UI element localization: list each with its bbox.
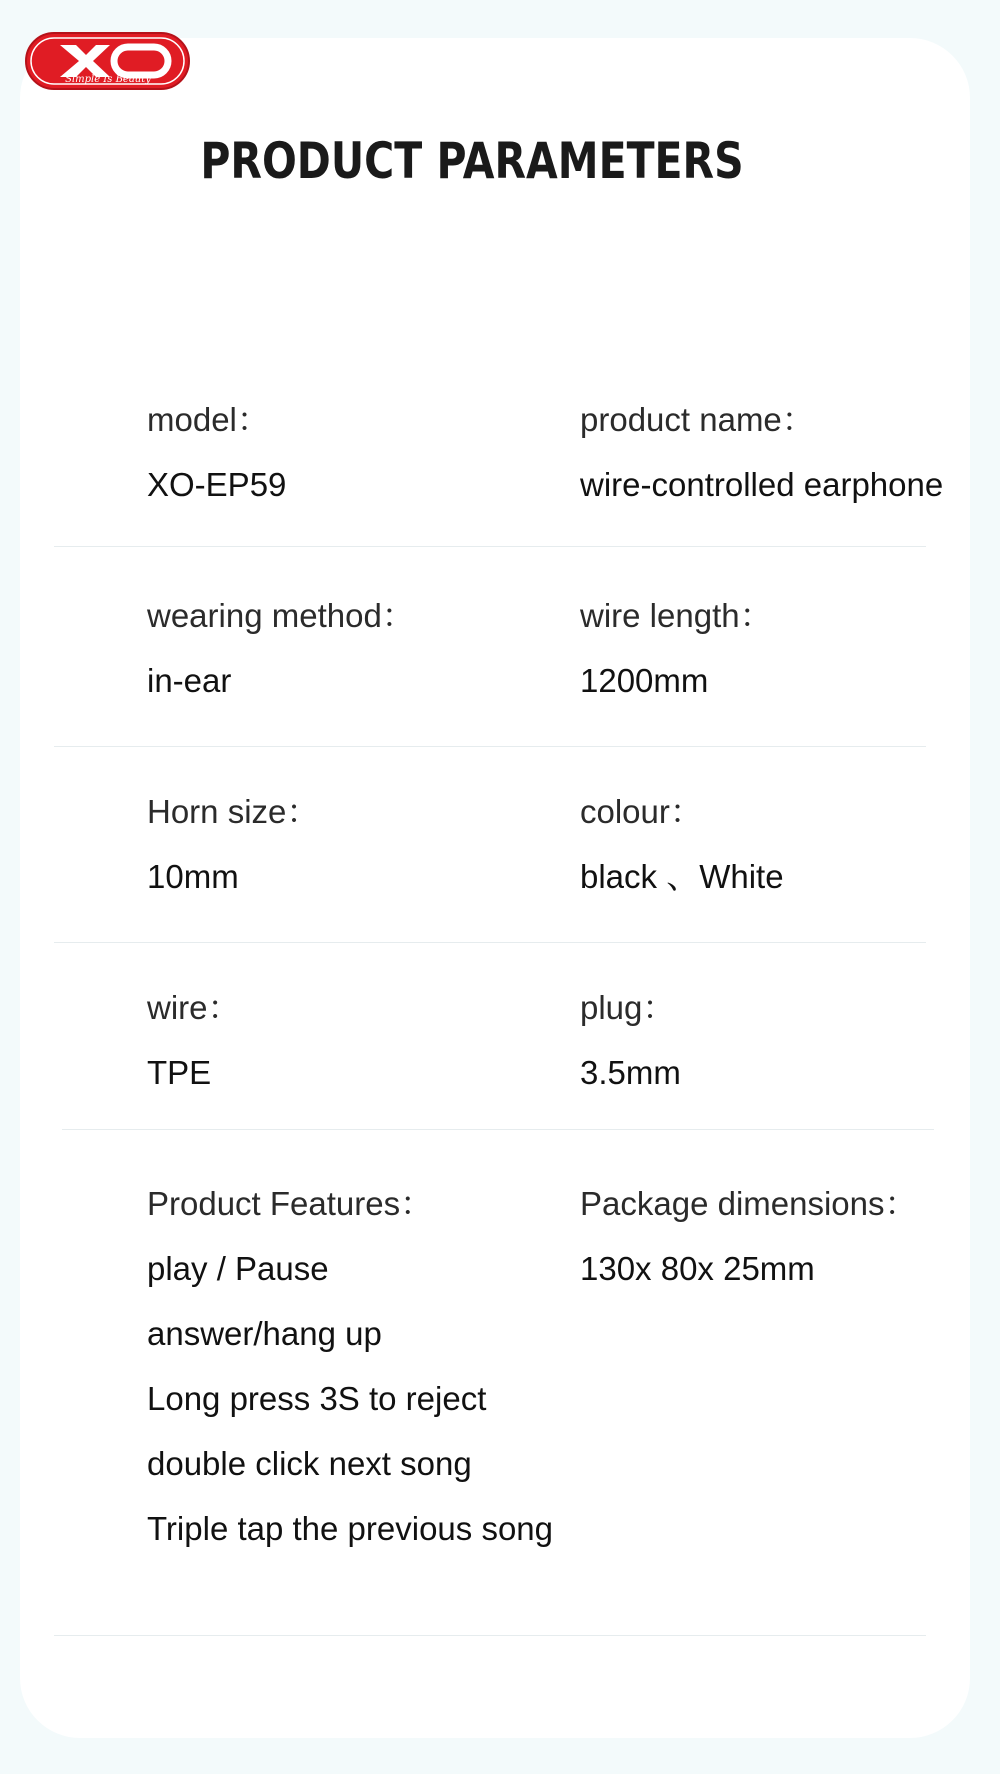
param-value: 10mm — [147, 858, 239, 895]
param-label: Horn size： — [147, 793, 320, 830]
param-plug — [580, 988, 681, 1093]
feature-item: play / Pause — [147, 1250, 329, 1287]
feature-item: double click next song — [147, 1445, 472, 1482]
param-value: wire-controlled earphone — [580, 466, 944, 503]
param-value: 1200mm — [580, 662, 709, 699]
param-product-features — [147, 1184, 553, 1549]
param-label: plug： — [580, 989, 676, 1026]
param-value: XO-EP59 — [147, 466, 287, 503]
param-value: in-ear — [147, 662, 232, 699]
param-label: wearing method： — [147, 597, 415, 634]
param-product-name — [580, 400, 943, 505]
logo-slogan: Simple Is Beauty — [65, 74, 151, 85]
feature-item: Long press 3S to reject — [147, 1380, 487, 1417]
param-label: wire length： — [580, 597, 773, 634]
param-model — [147, 400, 286, 505]
xo-logo — [24, 31, 191, 91]
feature-item: Triple tap the previous song — [147, 1510, 554, 1547]
param-label: colour： — [580, 793, 703, 830]
param-label: Package dimensions： — [580, 1185, 918, 1222]
param-label: wire： — [147, 989, 241, 1026]
param-wire — [147, 988, 241, 1093]
param-value: TPE — [147, 1054, 212, 1091]
divider — [54, 746, 926, 747]
divider — [54, 546, 926, 547]
param-package-dimensions — [580, 1184, 918, 1289]
divider — [54, 1635, 926, 1636]
page-title: PRODUCT PARAMETERS — [200, 132, 744, 190]
param-value: 3.5mm — [580, 1054, 681, 1091]
param-value: 130x 80x 25mm — [580, 1250, 815, 1287]
divider — [54, 942, 926, 943]
param-wire-length — [580, 596, 773, 701]
feature-item: answer/hang up — [147, 1315, 382, 1352]
param-wearing-method — [147, 596, 415, 701]
divider — [62, 1129, 934, 1130]
param-label: product name： — [580, 401, 815, 438]
param-value: black 、White — [580, 858, 784, 895]
param-label: Product Features： — [147, 1185, 434, 1222]
param-horn-size — [147, 792, 319, 897]
param-label: model： — [147, 401, 270, 438]
param-colour — [580, 792, 784, 897]
